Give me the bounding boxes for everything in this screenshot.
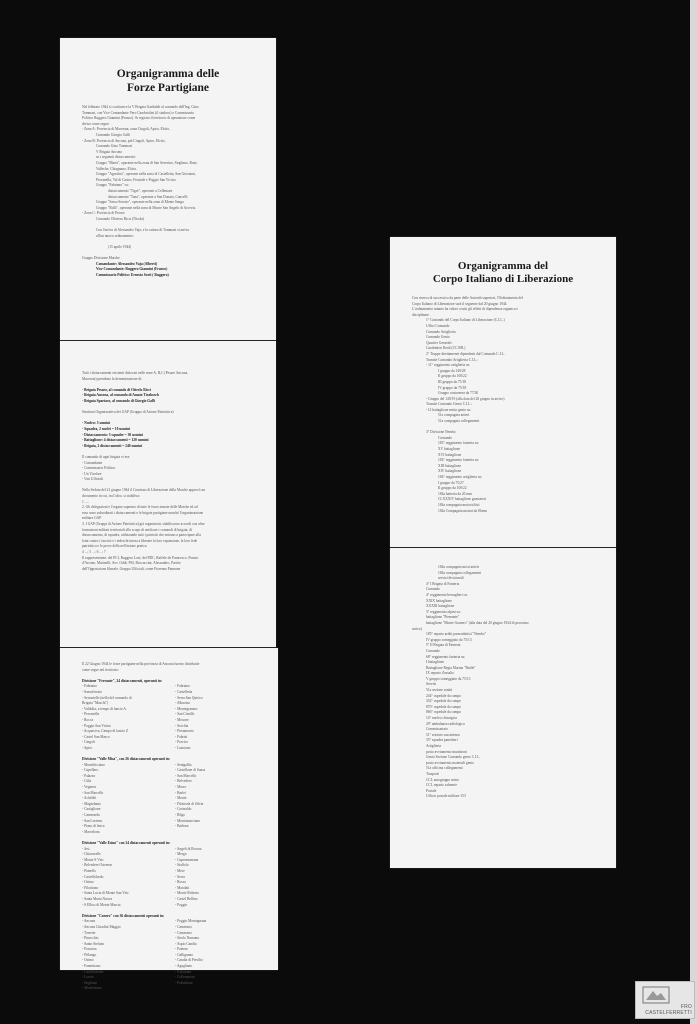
text-line: - 11° reggimento artiglieria su: <box>426 363 471 368</box>
text-line: - Chiaravalle <box>82 852 101 857</box>
text-line: - Corinaldo <box>175 807 192 812</box>
text-line: - Acheldii <box>82 796 97 801</box>
text-line: (15 aprile 1944) <box>108 244 132 249</box>
text-line: Struttura Organizzativa dei GAP (Gruppo di Azione Patriottica) <box>82 410 174 415</box>
text-line: - Angeli di Rosora <box>175 846 202 851</box>
text-line: - Cilla <box>82 779 92 784</box>
text-line: distaccamento "Tana", operante a San Donato, Cancelli <box>108 194 188 199</box>
text-line: - Mosone <box>175 717 189 722</box>
text-line: - S Elliso di Monte Marcia <box>82 902 121 907</box>
places-column-left <box>82 919 169 992</box>
text-line: Il comando di ogni brigata vi era: <box>82 454 131 459</box>
text-line: 4 ...; 5 ...; 6 ...; 7 <box>82 550 106 554</box>
text-line: III gruppo da 75/18 <box>438 379 467 384</box>
text-line: - Brigata Pesaro, al comando di Otteclo Ricci <box>82 387 152 392</box>
text-line: - Zona C: Provincia di Pesaro <box>82 211 125 216</box>
text-line: - Brigata, 2 distaccamenti = 240 uomini <box>82 443 143 448</box>
division-heading: Divisione "Valle Misa", con 26 distaccamenti operanti in: <box>82 757 170 762</box>
sheet-corpo-italiano-liberazione <box>390 237 616 547</box>
text-line: 1° Comando del Corpo Italiano di Liberazione (C.I.L.) <box>426 318 505 323</box>
text-line: Corpo Italiano di Liberazione sarà il seguente dal 20 giugno 1944. <box>412 301 508 306</box>
text-line: Valleche, Chiagnano, Elcito. <box>96 166 138 171</box>
text-line: - Vegnera <box>82 785 96 790</box>
text-line: - Moie <box>175 868 185 873</box>
text-line: 51° sezione sussistenza <box>426 732 460 737</box>
text-line: - Apiro <box>82 745 93 750</box>
text-line: CCL autogruppo misto <box>426 777 460 782</box>
text-line: servizi divisionali <box>438 576 464 581</box>
text-line: - Castelfidardo <box>82 969 104 974</box>
text-line: all'un nuovo ordinamento: <box>96 233 134 238</box>
text-line: Nel febbraio 1944 si costituisce la V Brigata Garibaldi al comando dell'Ing. Gino <box>82 105 199 109</box>
text-line: Comando <box>426 648 440 653</box>
text-line: Gruppo Divisione Marche <box>82 256 120 261</box>
places-column-right <box>175 763 262 836</box>
text-line: Gruppo "Sasso Serrato", operante nella zona di Monte Sanga <box>96 200 184 205</box>
text-line: Il rappresentante: del PCI, Ruggero Losi; del PDC, Raffele de Francesco, Ponzio <box>82 555 199 560</box>
text-line: 184° reggimento artiglieria su: <box>438 475 483 479</box>
text-line: Comando <box>438 435 452 440</box>
text-line: - Rossa <box>175 880 186 885</box>
text-line: Gruppo contraerea da 77/30 <box>438 391 479 396</box>
text-line: - Valdolia, a tempo di lancio A. <box>82 706 127 711</box>
text-line: Commissariato <box>426 727 448 732</box>
text-line: Gruppo "Agostino", operante nella zona di Castelletta, San Giovanni, <box>96 172 196 177</box>
text-line: - Posatora <box>82 947 97 952</box>
text-line: - Torrette <box>82 930 96 935</box>
text-line: - Magisdanio <box>82 801 102 806</box>
places-column-left <box>82 763 169 836</box>
division-places <box>82 684 262 751</box>
text-line: Comando <box>426 587 440 592</box>
places-column-right <box>175 919 262 992</box>
places-column-left <box>82 684 169 751</box>
text-line: - Montomarciano <box>175 818 201 823</box>
text-line: - San Marcello <box>175 773 197 778</box>
text-line: - Staffolo <box>175 863 189 868</box>
text-line: su i seguenti distaccamenti: <box>96 155 136 160</box>
text-line: - Palombina <box>175 980 193 985</box>
text-line: II gruppo da 100/22 <box>438 374 467 379</box>
division-heading: Divisione "Ferrante", 24 distaccamenti, operanti in: <box>82 678 162 683</box>
text-line: - Commissario Politico <box>82 466 116 471</box>
text-line: - Rilgo <box>175 813 186 818</box>
places-column-left <box>82 847 169 909</box>
text-line: - Cingoli <box>82 740 95 745</box>
text-line: I battaglione <box>426 660 445 665</box>
text-line: Tramite Comando Artiglieria C.I.L.: <box>426 357 479 362</box>
text-line: - Collemarino <box>175 975 196 980</box>
text-line: come segue nel territorio: <box>82 667 119 672</box>
text-line: - Castel San Marco <box>82 734 110 739</box>
text-line: - Monte Roberto <box>175 891 199 896</box>
text-line: I gruppo da 75/27 <box>438 480 464 485</box>
text-line: Macerata) prendono la denominazione di: <box>82 376 143 381</box>
text-line: - San Cimillo <box>175 712 195 717</box>
text-line: dell'Opposizione liberale, Gruppo Ufficiali, come Fiorenzo Pannone <box>82 566 181 571</box>
text-line: - Fameritano <box>82 964 101 969</box>
text-line: - Agugliano <box>175 964 193 969</box>
text-line: esso sono subordinati i distaccamenti e le brigate partigiane nonché l'organizzazione <box>82 510 204 515</box>
text-line: - Poggio <box>175 902 188 907</box>
text-line: 183° reggimento fanteria su: <box>438 441 480 446</box>
text-line: - Poggio San Vicino <box>82 723 111 728</box>
text-line: 51a sezione sanità <box>426 688 453 693</box>
stamp-logo-icon <box>641 985 671 1005</box>
text-line: 35° squadra panettieri <box>426 738 458 743</box>
text-line: - Piflango <box>82 952 97 957</box>
text-line: lotta contro i fascisti e i tedeschi intesa a liberare la loro espansione, la loro fede <box>82 538 198 543</box>
sheet-cil-continued <box>390 548 616 868</box>
text-line: Comando Gino Tommasi <box>96 144 133 149</box>
text-line: - Percanella <box>82 712 100 717</box>
division-places <box>82 847 262 909</box>
text-line: Ufficio postale militare 153 <box>426 794 466 799</box>
text-line: Nella Seduta del 21 giugno 1944 il Comitato di Liberazione della Marche approvò un <box>82 488 206 493</box>
text-line: - Maiolati <box>175 885 190 890</box>
text-line: Il 22 Giugno 1944 le forze partigiane nella provincia di Ancona furono distribuite <box>82 662 200 666</box>
text-line: 68° reggimento fanteria su: <box>426 654 466 659</box>
text-line: L'ordinamento intanto ha valore a tutti gli effetti di dipendenza organica e <box>412 307 518 312</box>
text-line: 184a compagnia misti artieri <box>438 565 480 569</box>
text-line: IV gruppo da 75/18 <box>438 385 467 390</box>
text-line: - Camerardo <box>82 813 101 818</box>
text-line: - Sassoferrato <box>82 689 102 694</box>
text-line: - Loreto <box>82 975 94 980</box>
text-line: - Pianello <box>82 868 96 873</box>
text-line: CLXXXIV battaglione guastatori <box>438 497 487 502</box>
text-line: Brigata "Maschi") <box>82 701 109 706</box>
title-line: Forze Partigiane <box>126 82 210 94</box>
division-places <box>82 919 262 992</box>
text-line: 1. .... <box>82 499 90 504</box>
text-line: - Morro <box>175 785 187 790</box>
text-line: 185° reparto arditi paracadutisti "Nembo" <box>426 632 487 637</box>
text-line: arrivo) <box>412 626 422 631</box>
text-line: - Senigallia <box>175 762 192 767</box>
text-line: - Brigata Ancona, al comando di Amato Tirabosch <box>82 393 159 398</box>
text-line: Comando Genio <box>426 335 450 340</box>
text-line: - Santa Maria Nuova <box>82 896 113 901</box>
text-line: Comando Giorgio Galli <box>96 132 131 137</box>
text-line: - Squadra, 2 nuclei = 10 uomini <box>82 426 131 431</box>
text-line: Tutti i distaccamenti esistenti dislocati nelle zone A, B,C (Pesaro Ancona, <box>82 371 188 375</box>
text-line: 184° reggimento fanteria su: <box>438 458 480 463</box>
division-heading: Divisione "Conero" con 36 distaccamenti operanti in: <box>82 913 165 918</box>
text-line: - Castellone di Suasa <box>175 768 206 773</box>
text-line: - Secchia <box>175 723 189 728</box>
text-line: - Monte <box>175 796 187 801</box>
title-line: Organigramma delle <box>116 68 220 80</box>
text-line: - Acquaviva, Campo di lancio Z <box>82 729 129 734</box>
text-line: Uffici Comando <box>426 323 450 328</box>
text-line: - Mergo <box>175 852 187 857</box>
text-line: - Osimo <box>82 880 94 885</box>
text-line: distaccamento "Tigre", operante a Cellemare <box>108 188 173 193</box>
text-line: - Vari Ufficiali <box>82 477 104 482</box>
text-line: XIII battaglione <box>438 463 462 468</box>
text-line: - Jesi <box>82 846 90 851</box>
text-line: - Camerano <box>175 930 192 935</box>
text-line: Tramite Comando Genio C.I.L.: <box>426 402 473 407</box>
text-line: posto avviamento munizioni <box>426 749 467 754</box>
text-line: Con riserva di successivo da parte delle Autorità superiori, l'Ordinamento del <box>412 296 523 300</box>
text-line: - Nucleo: 5 uomini <box>82 421 111 426</box>
text-line: - Battaglione: 4 distaccamenti = 120 uomini <box>82 438 149 443</box>
text-line: Politico Ruggero Giannini (Franco). Si registra il territorio di operazione come <box>82 116 196 121</box>
division-heading: Divisione "Valle Esino" con 34 distaccamenti operanti in: <box>82 841 171 845</box>
text-line: - Fabrizi <box>175 734 188 739</box>
text-line: - Ancona Cittadini Maggio <box>82 924 121 929</box>
text-line: - Castelletta <box>175 689 193 694</box>
text-line: Commissario Politico: Ernesto Sorti ( Ruggero) <box>96 272 169 277</box>
text-line: 3. I GAP (Gruppi di Azione Patriottica) già organizzati, stabiliscono accordi con altre <box>82 522 205 527</box>
text-line: - Zona A: Provincia di Macerata, zona Cingoli, Apiro, Elcito, <box>82 127 170 132</box>
text-line: - Santa Lucia di Monte San Vito <box>82 891 129 896</box>
text-line: - Pinocchio <box>82 936 99 941</box>
text-line: - Un Vicolare <box>82 471 102 476</box>
text-line: - Rocca <box>82 717 94 722</box>
text-line: - Castiglione <box>82 807 101 812</box>
text-line: - Brigata Spartaco, al comando di Giorgio Galli <box>82 398 155 403</box>
sheet-forze-partigiane <box>60 38 276 340</box>
text-line: - Pierantonio <box>175 729 194 734</box>
text-line: - Zona B: Provincia di Ancona, più Cingoli, Apiro, Elcito, <box>82 138 166 143</box>
text-line: disciplinare. <box>412 312 430 317</box>
text-line: militare GAP. <box>82 516 102 521</box>
text-line: Carabinieri Reali (CC.RR.) <box>426 346 466 351</box>
text-line: Gruppo "Maria", operante nella zona di San Severino, Sirgliano, Roni, <box>96 160 198 165</box>
sheet-5-body <box>390 548 616 800</box>
text-line: 3° reggimento alpini su: <box>426 609 461 614</box>
sheet-2-body <box>60 341 276 572</box>
text-line: Con l'arrivo di Alessandro Vaja, e la cattura di Tommasi si arriva <box>96 228 189 233</box>
text-line: - Montelicciano <box>82 762 105 767</box>
text-line: CCL reparto salmerie <box>426 783 458 788</box>
division-places <box>82 763 262 836</box>
text-line: battaglione "Monte Granero" (alla data del 20 giugno 1944 di prossimo <box>426 620 529 625</box>
text-line: - San Lorenzo <box>82 818 103 823</box>
text-line: Trasporti <box>426 771 440 776</box>
text-line: 29° ambulanza radiologica <box>426 721 465 726</box>
text-line: Percanella, Val di Castro, Frontale e Poggio San Vicino. <box>96 177 177 182</box>
text-line: Gruppo "Rolli", operante nella zona di Monte San Angelo di Arcevia. <box>96 205 196 210</box>
text-line: 244° ospedale da campo <box>426 693 462 698</box>
text-line: Servizi <box>426 682 437 687</box>
text-line: XIV battaglione <box>438 469 462 474</box>
text-line: - Mordoleano <box>82 986 102 991</box>
text-line: V gruppo someggiato da 75/13 <box>426 676 471 681</box>
places-column-right <box>175 684 262 751</box>
text-line: - Serra San Quirico <box>175 695 203 700</box>
text-line: - Candia di Presilio <box>175 958 203 963</box>
text-line: - Castelfidardo <box>82 874 104 879</box>
text-line: Comando Artiglieria <box>426 329 456 334</box>
text-line: - Porcico <box>175 740 189 745</box>
text-line: 184a compagnia collegamenti <box>438 570 482 575</box>
text-line: - Castel Bellino <box>175 896 198 901</box>
text-line: IV gruppo someggiato da 75/13 <box>426 637 472 642</box>
title-line: Organigramma del <box>457 260 549 272</box>
text-line: - Filattrola di Silvia <box>175 801 204 806</box>
text-line: - Palazzo <box>82 773 96 778</box>
text-line: 2° Truppe direttamente dipendenti dal Comando C.I.L. <box>426 351 505 356</box>
text-line: Vice Comandante: Ruggero Giannini (Franco) <box>96 267 168 272</box>
text-line: - Filottrano <box>82 885 99 890</box>
text-line: - Camerano <box>175 924 192 929</box>
text-line: - LI battaglione misto genio su: <box>426 407 472 412</box>
sheet-3-body <box>60 648 278 992</box>
text-line: 866° ospedale da campo <box>426 710 462 715</box>
text-line: Artiglieria <box>426 744 441 748</box>
text-line: posto avviamento materiali genio <box>426 760 475 765</box>
text-line: 3° Divisione Nembo <box>426 430 456 435</box>
text-line: 332° ospedale da campo <box>426 699 462 704</box>
photographer-stamp <box>635 981 695 1019</box>
text-line: - Aspio Candia <box>175 941 197 946</box>
text-line: XV battaglione <box>438 447 460 452</box>
text-line: - Falconara <box>175 969 192 974</box>
text-line: - Barbara <box>175 824 189 829</box>
text-line: 51a compagnia collegamenti <box>438 419 480 424</box>
text-line: - Monte S Vito <box>82 857 104 862</box>
text-line: 51a officina collegamenti <box>426 766 463 771</box>
text-line: - Albacina <box>175 701 190 706</box>
text-line: - Marcelona <box>82 829 100 834</box>
sheet-4-body <box>390 296 616 514</box>
text-line: - Fabriano <box>175 684 190 689</box>
text-line: 184a batteria da 20 mm <box>438 491 472 496</box>
text-line: diviso come segue: <box>82 121 110 126</box>
text-line: - Ancona <box>82 919 96 924</box>
text-line: - Cupramontana <box>175 857 199 862</box>
wall-edge <box>690 0 697 1024</box>
text-line: Gruppo "Fabriano" su: <box>96 183 129 188</box>
text-line: Comandante: Alessandro Vaja (Alberti) <box>96 261 157 266</box>
sheet-4-title <box>396 260 610 286</box>
text-line: battaglione "Piemonte" <box>426 615 460 620</box>
text-line: 5° II Brigata di Fanteria <box>426 643 461 648</box>
text-line: - Belvedere <box>175 779 192 784</box>
text-line: - Serrastello (nella del comando di <box>82 695 132 700</box>
text-line: Genio Sezione Comando genio C.I.L. <box>426 755 481 760</box>
text-line: - Paterno <box>175 947 189 952</box>
text-line: - Montegranaro <box>175 706 198 711</box>
text-line: 184a compagnia motociclisti <box>438 502 480 507</box>
text-line: - San Marcello <box>82 790 104 795</box>
sheet-divisioni-ancona <box>60 648 278 991</box>
text-line: Comando Oliviero Ricci (Nicola) <box>96 216 145 221</box>
text-line: - Comandante <box>82 460 103 465</box>
text-line: 4° I Brigata di Fanteria <box>426 581 460 586</box>
text-line: - Belvedere Ostrense <box>82 863 113 868</box>
text-line: - Distaccamento: 3 squadre = 30 uomini <box>82 432 143 437</box>
text-line: V Brigata Ancona <box>96 149 122 154</box>
text-line: I gruppo da 149/28 <box>438 368 466 373</box>
text-line: - Santo Stefano <box>82 941 105 946</box>
text-line: - Piano di lenca <box>82 824 105 829</box>
text-line: XXIX battaglione <box>426 598 452 603</box>
text-line: Postale <box>426 788 437 793</box>
text-line: - Sirolo Numana <box>175 936 199 941</box>
text-line: - Gallignano <box>175 952 194 957</box>
text-line: Tommasi, con Vice Comandante Vero Candotolini (il sindaco) e Commissario <box>82 110 194 115</box>
text-line: 870° ospedale da campo <box>426 704 462 709</box>
text-line: formazioni militari territoriali allo scopo di unificare i comandi di brigata, di <box>82 527 192 532</box>
text-line: patriottica e le prove della nell'azione pratica. <box>82 544 148 549</box>
title-line: Corpo Italiano di Liberazione <box>432 273 574 285</box>
places-column-right <box>175 847 262 909</box>
sheet-1-body <box>60 105 276 278</box>
text-line: XVI battaglione <box>438 452 462 457</box>
text-line: - Lanciano <box>175 745 191 750</box>
text-line: XXXIII battaglione <box>426 604 455 609</box>
text-line: 2. Gli delegazioni e l'organo supremo di tutte le forze armate delle Marche ed ad <box>82 505 198 510</box>
text-line: - Sirgliano <box>82 980 98 985</box>
text-line: - Gruppo del 149/19 (alla data del 20 giugno in arrivo) <box>426 396 505 401</box>
text-line: Quartier Generale <box>426 340 452 345</box>
stamp-text: FRO CASTELFERRETTI <box>645 1004 692 1016</box>
text-line: - Poggio Montagnana <box>175 919 207 924</box>
text-line: IX reparto d'assalto <box>426 671 454 676</box>
text-line: d'Arcone, Marinelli; Avv. Oddi; PSI, Boccaccini; Alessandro, Partito <box>82 561 181 566</box>
text-line: 14° nucleo chirurgico <box>426 716 458 721</box>
text-line: distaccamento, di squadra, utilizzando tutti i patriotti che entrano a partecipare alla <box>82 533 201 538</box>
sheet-brigate-gap <box>60 341 276 647</box>
text-line: - Barlet <box>175 790 186 795</box>
sheet-1-title <box>66 67 270 95</box>
text-line: - Serra <box>175 874 185 879</box>
text-line: - Osimo <box>82 958 94 963</box>
text-line: - Cupellaro <box>82 768 99 773</box>
text-line: Battaglione Regia Marina "Bafile" <box>426 665 476 670</box>
text-line: 4° reggimento bersaglieri su: <box>426 592 468 597</box>
text-line: II gruppo da 100/22 <box>438 486 467 491</box>
text-line: 184a Compagnia mortai da 81mm <box>438 508 488 513</box>
text-line: 51a compagnia artieri <box>438 413 470 418</box>
text-line: - Fabriano <box>82 684 97 689</box>
text-line: documento in cui, tra l'altro, si stabiliva: <box>82 494 140 499</box>
